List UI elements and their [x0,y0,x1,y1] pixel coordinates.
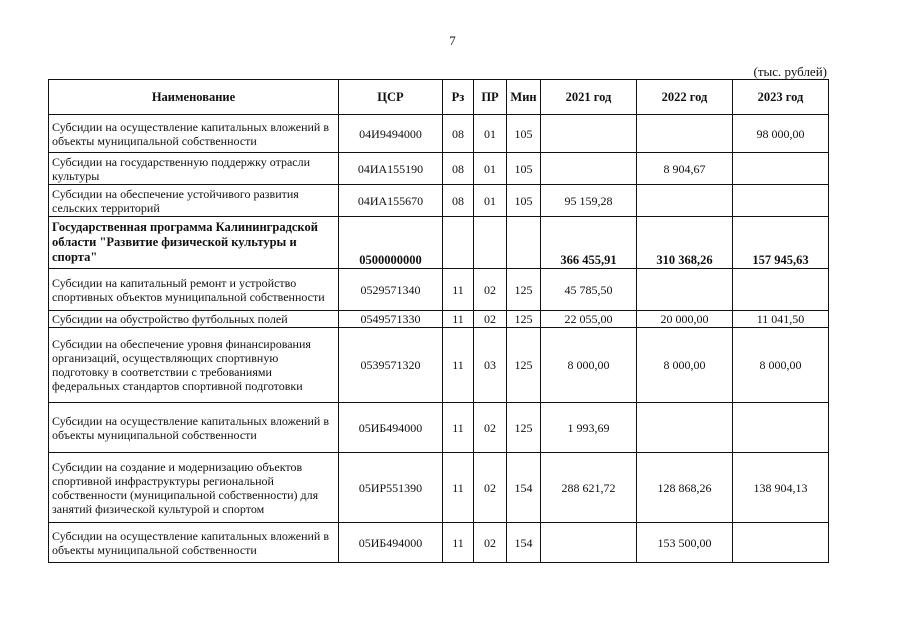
cell-csr: 0529571340 [339,269,443,311]
cell-min: 105 [507,115,541,153]
cell-2021: 288 621,72 [541,453,637,523]
cell-min: 125 [507,269,541,311]
cell-2023 [733,153,829,185]
header-rz: Рз [443,80,474,115]
header-csr: ЦСР [339,80,443,115]
cell-2022: 8 000,00 [637,328,733,403]
cell-rz: 11 [443,403,474,453]
cell-min: 154 [507,453,541,523]
cell-csr: 0549571330 [339,311,443,328]
cell-name: Субсидии на обеспечение уровня финансирования организаций, осуществляющих спортивную подготовку в соответствии с требованиями федеральных стандартов спортивной подготовки [49,328,339,403]
cell-name: Субсидии на капитальный ремонт и устройство спортивных объектов муниципальной собственности [49,269,339,311]
cell-rz: 11 [443,269,474,311]
cell-2021 [541,523,637,563]
cell-2023 [733,523,829,563]
table-row [49,153,829,185]
cell-csr: 04ИА155670 [339,185,443,217]
cell-csr: 04ИА155190 [339,153,443,185]
cell-2022 [637,403,733,453]
cell-pr: 02 [474,403,507,453]
header-pr: ПР [474,80,507,115]
cell-rz: 11 [443,523,474,563]
cell-rz: 11 [443,453,474,523]
cell-name: Субсидии на обустройство футбольных полей [49,311,339,328]
cell-pr: 01 [474,115,507,153]
budget-table [48,79,829,563]
cell-min: 125 [507,311,541,328]
cell-min: 125 [507,403,541,453]
cell-2023 [733,185,829,217]
cell-rz: 11 [443,311,474,328]
cell-2023: 138 904,13 [733,453,829,523]
cell-rz: 08 [443,153,474,185]
units-label: (тыс. рублей) [753,64,827,79]
header-min: Мин [507,80,541,115]
cell-rz: 08 [443,115,474,153]
header-2021: 2021 год [541,80,637,115]
table-row [49,311,829,328]
table-row [49,453,829,523]
cell-2022 [637,115,733,153]
cell-min: 154 [507,523,541,563]
cell-csr: 0500000000 [339,217,443,269]
cell-csr: 05ИР551390 [339,453,443,523]
table-row [49,523,829,563]
cell-2022: 8 904,67 [637,153,733,185]
cell-2023: 11 041,50 [733,311,829,328]
table-row [49,185,829,217]
cell-2023: 98 000,00 [733,115,829,153]
cell-pr: 01 [474,185,507,217]
cell-rz [443,217,474,269]
cell-2021: 22 055,00 [541,311,637,328]
cell-2023: 157 945,63 [733,217,829,269]
cell-pr [474,217,507,269]
cell-name: Субсидии на государственную поддержку отрасли культуры [49,153,339,185]
cell-2022 [637,269,733,311]
cell-2021: 1 993,69 [541,403,637,453]
cell-name: Субсидии на осуществление капитальных вложений в объекты муниципальной собственности [49,115,339,153]
cell-name: Субсидии на создание и модернизацию объектов спортивной инфраструктуры региональной собственности (муниципальной собственности) для занятий физической культурой и спортом [49,453,339,523]
table-row [49,269,829,311]
cell-2021 [541,153,637,185]
table-row-program-total [49,217,829,269]
page-number: 7 [449,33,456,48]
table-row [49,115,829,153]
cell-2022: 153 500,00 [637,523,733,563]
cell-rz: 08 [443,185,474,217]
header-2022: 2022 год [637,80,733,115]
cell-pr: 03 [474,328,507,403]
cell-pr: 01 [474,153,507,185]
cell-name: Субсидии на осуществление капитальных вложений в объекты муниципальной собственности [49,523,339,563]
cell-2022: 310 368,26 [637,217,733,269]
table-row [49,403,829,453]
cell-name: Субсидии на обеспечение устойчивого развития сельских территорий [49,185,339,217]
table-row [49,328,829,403]
cell-2023: 8 000,00 [733,328,829,403]
cell-min: 105 [507,153,541,185]
cell-2021: 8 000,00 [541,328,637,403]
cell-2023 [733,403,829,453]
cell-2023 [733,269,829,311]
cell-2022 [637,185,733,217]
cell-2022: 20 000,00 [637,311,733,328]
cell-2021: 366 455,91 [541,217,637,269]
cell-pr: 02 [474,453,507,523]
cell-pr: 02 [474,269,507,311]
cell-2021 [541,115,637,153]
table-header-row [49,80,829,115]
cell-name: Государственная программа Калининградской области "Развитие физической культуры и спорта" [49,217,339,269]
cell-2022: 128 868,26 [637,453,733,523]
header-2023: 2023 год [733,80,829,115]
cell-min: 105 [507,185,541,217]
cell-csr: 0539571320 [339,328,443,403]
cell-csr: 05ИБ494000 [339,523,443,563]
cell-pr: 02 [474,523,507,563]
cell-rz: 11 [443,328,474,403]
cell-csr: 04И9494000 [339,115,443,153]
header-name: Наименование [49,80,339,115]
cell-min [507,217,541,269]
cell-name: Субсидии на осуществление капитальных вложений в объекты муниципальной собственности [49,403,339,453]
cell-2021: 95 159,28 [541,185,637,217]
cell-csr: 05ИБ494000 [339,403,443,453]
cell-2021: 45 785,50 [541,269,637,311]
cell-pr: 02 [474,311,507,328]
cell-min: 125 [507,328,541,403]
